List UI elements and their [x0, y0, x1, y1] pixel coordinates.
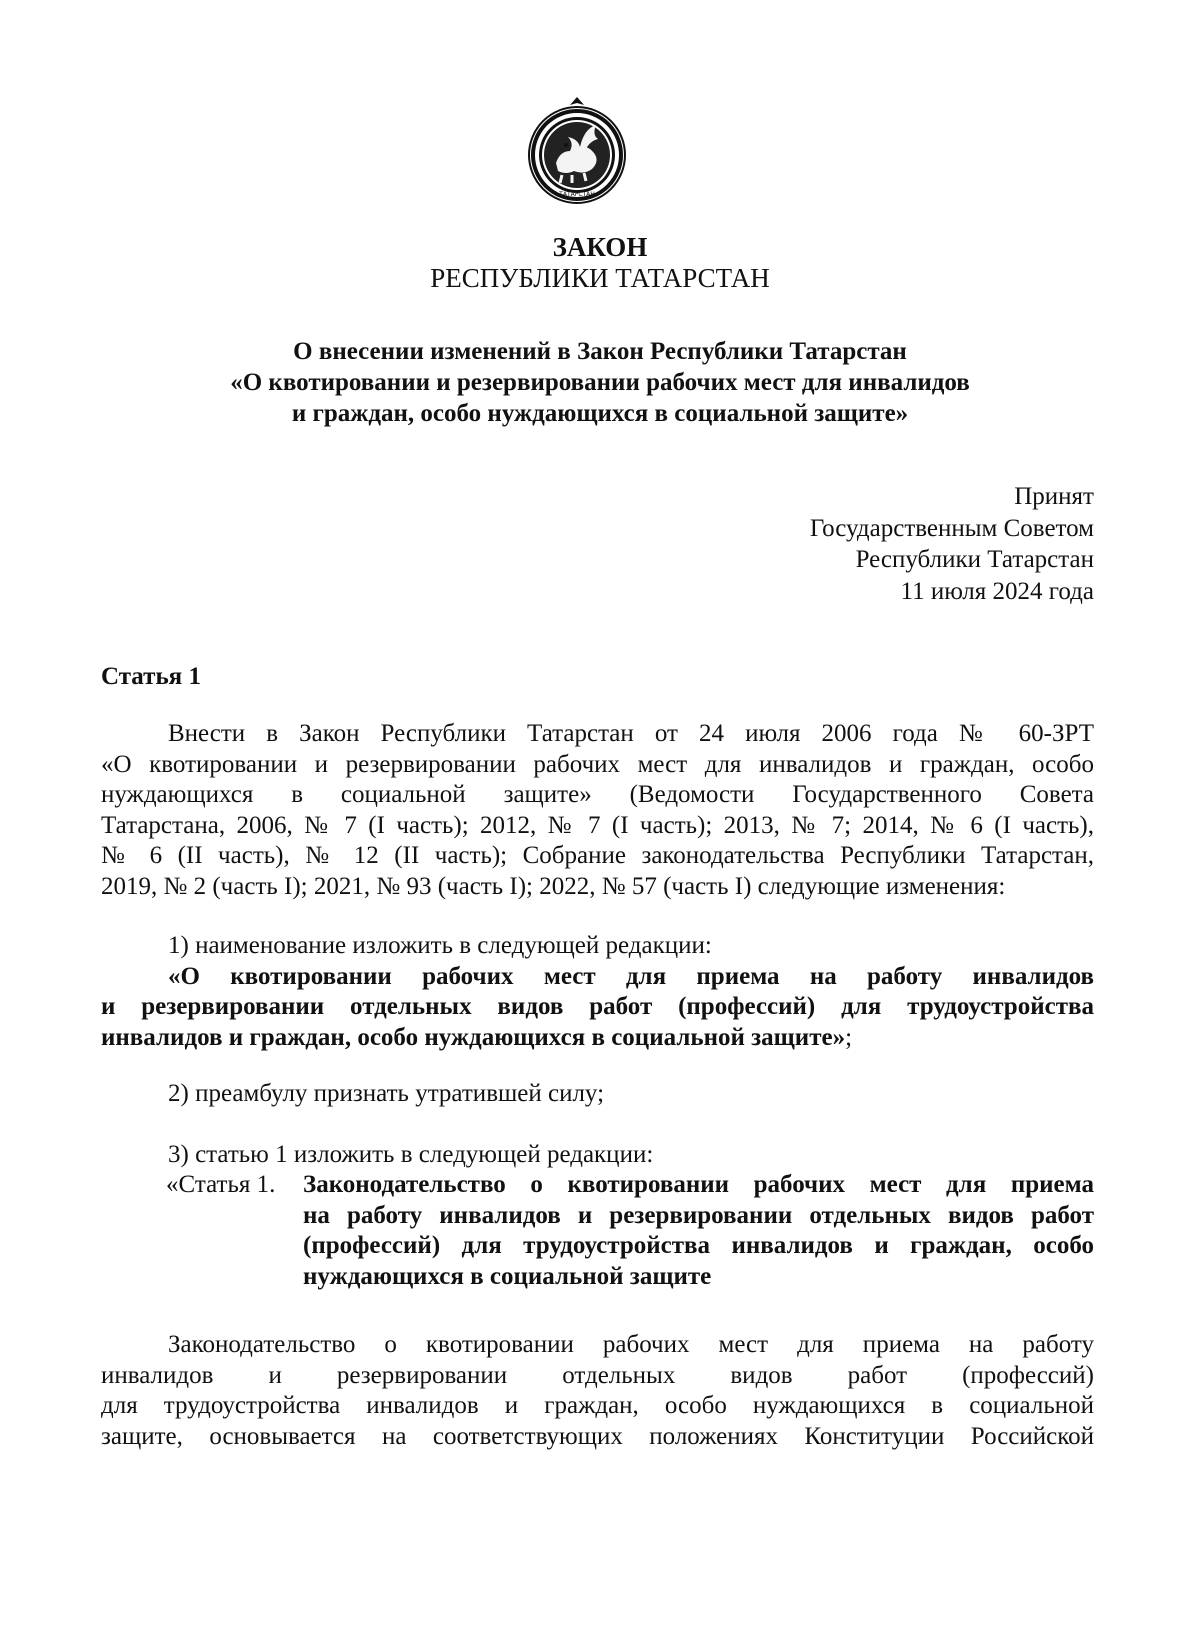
article-intro-paragraph [101, 719, 1094, 902]
adoption-line: Республики Татарстан [855, 546, 1094, 573]
tatarstan-coat-of-arms-icon [522, 95, 632, 207]
article-heading: Статья 1 [101, 663, 201, 690]
item-label: 1) наименование изложить в следующей редакции: [168, 932, 712, 959]
paragraph-line: Законодательство о квотировании рабочих мест для приема на работу [168, 1331, 1094, 1358]
adoption-line: Государственным Советом [809, 514, 1094, 542]
item-label: 3) статью 1 изложить в следующей редакции: [168, 1141, 654, 1168]
title-line: Законодательство о квотировании рабочих мест для приема [303, 1171, 1094, 1198]
document-subtitle: РЕСПУБЛИКИ ТАТАРСТАН [430, 263, 770, 293]
paragraph-line: нуждающихся в социальной защите» (Ведомости Государственного Совета [101, 781, 1094, 808]
document-title: ЗАКОН [552, 232, 648, 262]
adoption-line: Принят [1014, 483, 1094, 510]
item-text: 2) преамбулу признать утратившей силу; [168, 1080, 605, 1107]
paragraph-line: Внести в Закон Республики Татарстан от 24 июля 2006 года № 60-ЗРТ [168, 720, 1094, 747]
new-name-line: «О квотировании рабочих мест для приема на работу инвалидов [168, 962, 1094, 990]
law-title-line: «О квотировании и резервировании рабочих мест для инвалидов [230, 369, 970, 396]
law-title-line: О внесении изменений в Закон Республики Татарстан [293, 338, 907, 365]
title-line: на работу инвалидов и резервировании отдельных видов работ [303, 1201, 1094, 1229]
new-article-label: «Статья 1. [166, 1171, 276, 1198]
adoption-block [810, 481, 1094, 607]
amendment-item-1 [101, 931, 1094, 1053]
paragraph-line: «О квотировании и резервировании рабочих мест для инвалидов и граждан, особо [101, 750, 1094, 778]
paragraph-line: инвалидов и резервировании отдельных видов работ (профессий) [101, 1361, 1094, 1389]
adoption-date: 11 июля 2024 года [900, 577, 1094, 605]
title-line: (профессий) для трудоустройства инвалидов и граждан, особо [303, 1232, 1094, 1259]
new-name-line [101, 1023, 1094, 1054]
title-line: нуждающихся в социальной защите [303, 1262, 712, 1290]
new-name-bold: инвалидов и граждан, особо нуждающихся в социальной защите» [101, 1023, 846, 1051]
paragraph-line: защите, основывается на соответствующих положениях Конституции Российской [101, 1422, 1094, 1450]
paragraph-line: для трудоустройства инвалидов и граждан, особо нуждающихся в социальной [101, 1392, 1094, 1419]
new-article-title [303, 1170, 1094, 1292]
amendment-item-3 [101, 1140, 1094, 1171]
new-article-body [101, 1330, 1094, 1452]
amendment-item-2 [101, 1079, 1094, 1110]
paragraph-line: Татарстана, 2006, № 7 (I часть); 2012, № 7 (I часть); 2013, № 7; 2014, № 6 (I часть), [101, 811, 1094, 839]
emblem-text: ТАТАРСТАН [559, 191, 595, 198]
paragraph-line: № 6 (II часть), № 12 (II часть); Собрание законодательства Республики Татарстан, [101, 842, 1094, 869]
law-title-line: и граждан, особо нуждающихся в социальной защите» [291, 400, 909, 427]
new-name-tail: ; [845, 1023, 853, 1051]
new-name-line: и резервировании отдельных видов работ (профессий) для трудоустройства [101, 993, 1094, 1020]
paragraph-line: 2019, № 2 (часть I); 2021, № 93 (часть I); 2022, № 57 (часть I) следующие изменения: [101, 872, 1006, 900]
